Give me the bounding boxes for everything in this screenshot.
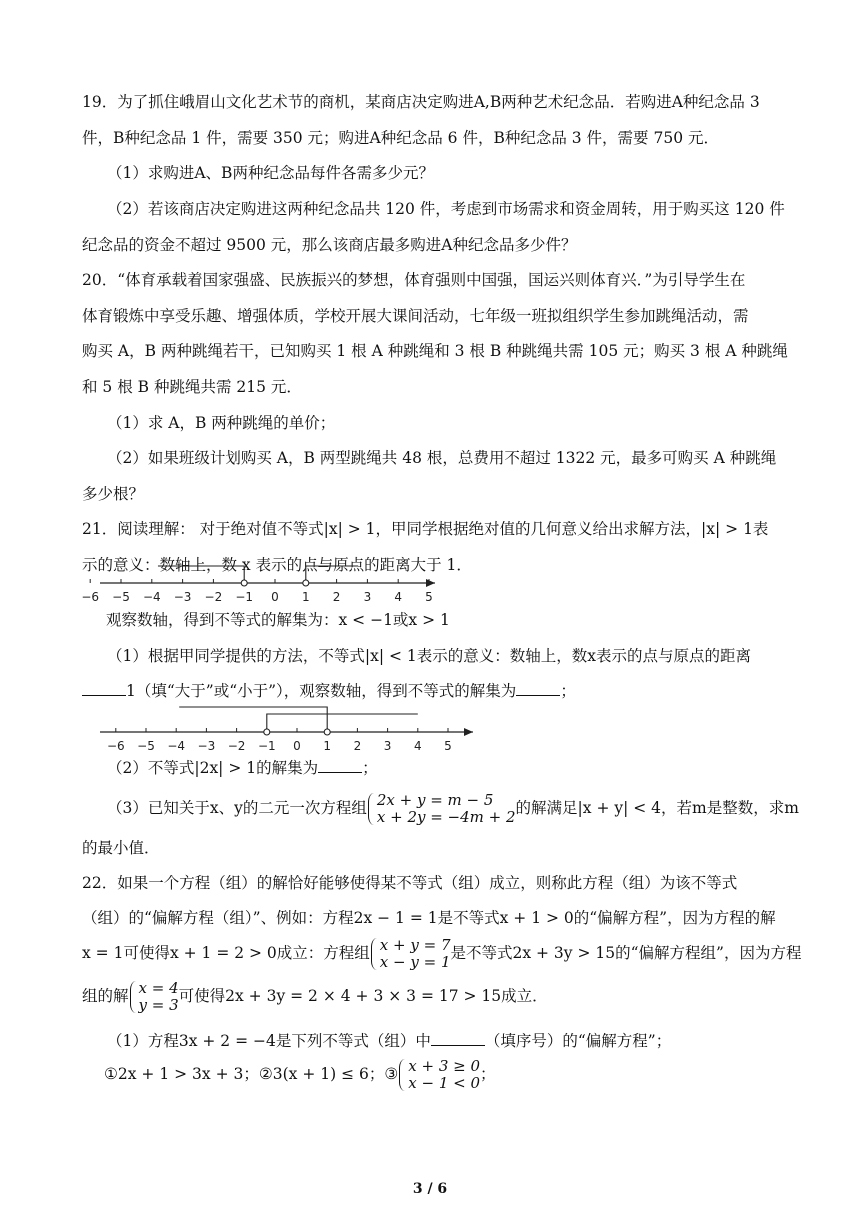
tick-label: −1 (257, 739, 276, 753)
q21-part1-end: ； (560, 682, 576, 700)
q19-part2-line1: （2）若该商店决定购进这两种纪念品共 120 件，考虑到市场需求和资金周转，用于购买这 120 件 (107, 200, 785, 218)
tick-label: 3 (383, 739, 392, 753)
equation-row: y = 3 (138, 996, 179, 1014)
tick-label: 2 (353, 739, 362, 753)
tick-label: 4 (394, 590, 403, 604)
q21-observe: 观察数轴，得到不等式的解集为：x < −1或x > 1 (106, 611, 450, 629)
tick-label: −1 (235, 590, 254, 604)
q21-part3-text-b: 的解满足|x + y| < 4，若m是整数，求m (515, 799, 799, 817)
answer-blank[interactable] (431, 1031, 485, 1046)
q22-line3 (82, 935, 801, 971)
q20-line3: 购买 A，B 两种跳绳若干，已知购买 1 根 A 种跳绳和 3 根 B 种跳绳共需 105 元；购买 3 根 A 种跳绳 (82, 342, 788, 360)
option-1: ①2x + 1 > 3x + 3； (104, 1065, 259, 1083)
answer-blank[interactable] (516, 681, 560, 696)
q21-part2 (107, 758, 378, 778)
q22-part1-text-a: （1）方程3x + 2 = −4是下列不等式（组）中 (107, 1032, 431, 1050)
q21-part3-text-a: （3）已知关于x、y的二元一次方程组 (107, 799, 367, 817)
tick-label: −5 (112, 590, 130, 604)
tick-label: 2 (332, 590, 341, 604)
open-point (264, 729, 270, 735)
q19-line2: 件，B种纪念品 1 件，需要 350 元；购进A种纪念品 6 件，B种纪念品 3 件，需要 750 元． (82, 129, 720, 147)
tick-label: −5 (137, 739, 155, 753)
equation-system (129, 980, 179, 1014)
q20-part2-line1: （2）如果班级计划购买 A，B 两型跳绳共 48 根，总费用不超过 1322 元，最多可购买 A 种跳绳 (107, 449, 777, 467)
q22-line4-text-b: 可使得2x + 3y = 2 × 4 + 3 × 3 = 17 > 15成立． (178, 987, 548, 1005)
tick-label: 5 (444, 739, 452, 753)
tick-label: −3 (197, 739, 216, 753)
tick-label: −6 (81, 590, 100, 604)
tick-label: −3 (173, 590, 192, 604)
q22-line4 (82, 978, 548, 1014)
number-line-2 (95, 700, 485, 755)
solution-range (158, 566, 244, 583)
axis-arrow (426, 579, 435, 587)
equation-system (367, 792, 516, 826)
open-point (324, 729, 330, 735)
q19-part1: （1）求购进A、B两种纪念品每件各需多少元？ (107, 164, 434, 182)
q21-part1-line1: （1）根据甲同学提供的方法，不等式|x| < 1表示的意义：数轴上，数x表示的点与原点的距离 (107, 647, 751, 665)
tick-label: 0 (293, 739, 301, 753)
equation-row: x = 4 (138, 979, 179, 997)
option-3-end: ； (480, 1065, 496, 1083)
solution-range (179, 707, 327, 732)
q21-part1-mid: 1（填“大于”或“小于”），观察数轴，得到不等式的解集为 (126, 682, 517, 700)
equation-row: x − y = 1 (379, 953, 451, 971)
q22-line1: 22．如果一个方程（组）的解恰好能够使得某不等式（组）成立，则称此方程（组）为该不等式 (82, 874, 738, 892)
equation-row: x + y = 7 (379, 936, 451, 954)
tick-label: −2 (227, 739, 246, 753)
equation-row: x + 2y = −4m + 2 (376, 808, 516, 826)
q21-part2-end: ； (362, 759, 378, 777)
q22-part1 (107, 1031, 671, 1051)
solution-range (267, 714, 418, 732)
tick-label: 5 (425, 590, 433, 604)
q19-line1: 19．为了抓住峨眉山文化艺术节的商机，某商店决定购进A,B两种艺术纪念品．若购进A种纪念品 3 (82, 93, 760, 111)
q21-part1-line2 (82, 681, 576, 701)
q22-options (104, 1056, 496, 1092)
q20-line1: 20．“体育承载着国家强盛、民族振兴的梦想，体育强则中国强，国运兴则体育兴．”为引导学生在 (82, 271, 746, 289)
q21-part3-line1 (107, 790, 799, 826)
q22-part1-text-b: （填序号）的“偏解方程”； (484, 1032, 672, 1050)
tick-label: 1 (323, 739, 332, 753)
tick-label: 1 (301, 590, 310, 604)
q20-line4: 和 5 根 B 种跳绳共需 215 元． (82, 378, 302, 396)
q21-part3-line2: 的最小值． (82, 839, 160, 857)
option-3-label: ③ (384, 1065, 399, 1083)
inequality-system (398, 1058, 480, 1092)
equation-row: 2x + y = m − 5 (376, 791, 494, 809)
inequality-row: x + 3 ≥ 0 (408, 1057, 481, 1075)
option-2: ②3(x + 1) ≤ 6； (258, 1065, 385, 1083)
equation-system (370, 937, 451, 971)
q20-part1: （1）求 A，B 两种跳绳的单价； (107, 414, 336, 432)
q22-line2: （组）的“偏解方程（组）”、例如：方程2x − 1 = 1是不等式x + 1 > 0的“偏解方程”，因为方程的解 (82, 909, 776, 927)
inequality-row: x − 1 < 0 (408, 1074, 481, 1092)
q21-line2: 示的意义：数轴上，数 x 表示的点与原点的距离大于 1． (82, 556, 472, 574)
tick-label: 3 (363, 590, 372, 604)
solution-range (306, 566, 358, 583)
q20-line2: 体育锻炼中享受乐趣、增强体质，学校开展大课间活动，七年级一班拟组织学生参加跳绳活动，需 (82, 307, 749, 325)
number-line-1 (81, 558, 445, 608)
q19-part2-line2: 纪念品的资金不超过 9500 元，那么该商店最多购进A种纪念品多少件？ (82, 236, 577, 254)
tick-label: −4 (142, 590, 161, 604)
tick-label: 4 (413, 739, 422, 753)
open-point (303, 580, 309, 586)
q22-line4-text-a: 组的解 (82, 987, 129, 1005)
open-point (241, 580, 247, 586)
q22-line3-text-b: 是不等式2x + 3y > 15的“偏解方程组”，因为方程 (450, 944, 802, 962)
tick-label: −2 (204, 590, 223, 604)
answer-blank[interactable] (318, 758, 362, 773)
q21-line1: 21．阅读理解： 对于绝对值不等式|x| > 1，甲同学根据绝对值的几何意义给出求解方法，|x| > 1表 (82, 520, 769, 538)
answer-blank[interactable] (82, 681, 126, 696)
q20-part2-line2: 多少根？ (82, 485, 145, 503)
tick-label: −6 (106, 739, 125, 753)
tick-label: 0 (271, 590, 279, 604)
axis-arrow (464, 728, 473, 736)
q22-line3-text-a: x = 1可使得x + 1 = 2 > 0成立：方程组 (82, 944, 370, 962)
q21-part2-text: （2）不等式|2x| > 1的解集为 (107, 759, 319, 777)
page-number: 3 / 6 (412, 1181, 448, 1197)
tick-label: −4 (167, 739, 186, 753)
